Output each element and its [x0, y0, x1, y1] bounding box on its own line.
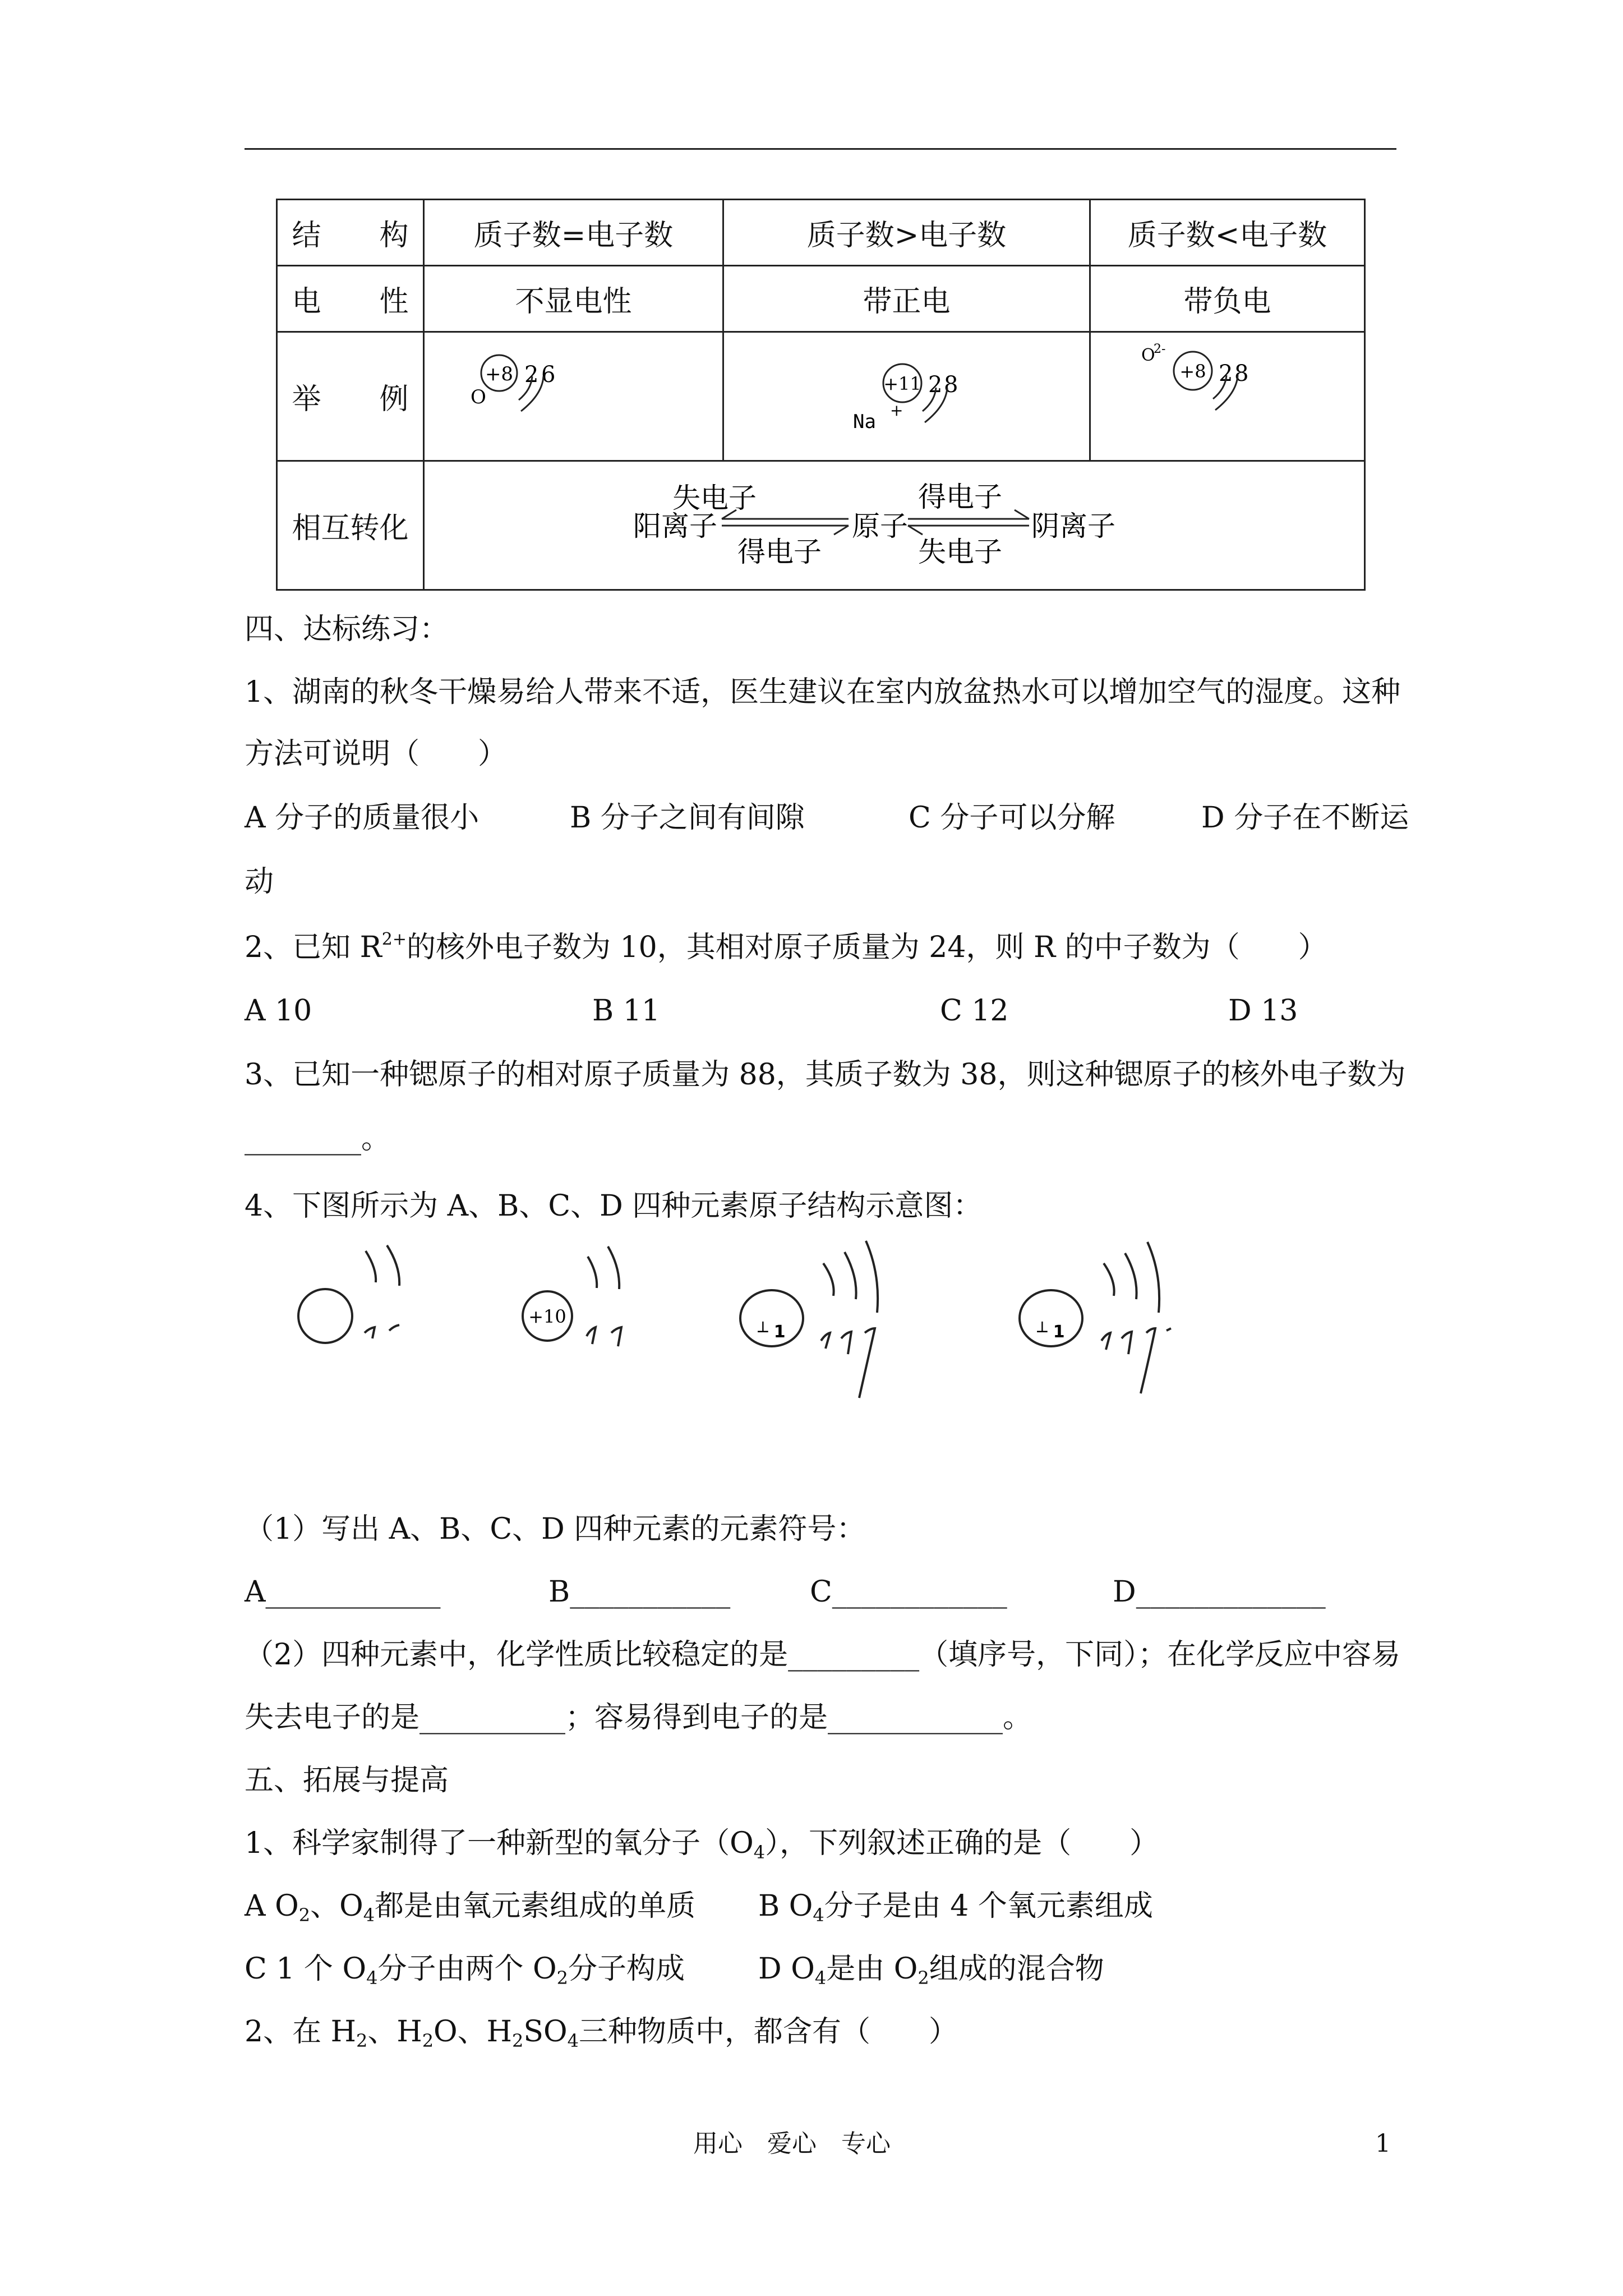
atom-structure-diagrams: [280, 1234, 1234, 1414]
table-row: [277, 332, 1365, 461]
example-oxygen-atom: [424, 332, 723, 461]
ion-symbol: O: [1141, 345, 1155, 365]
question-text: [245, 2017, 958, 2050]
question-part: 、H: [367, 2015, 422, 2049]
nucleus-label: +8: [1179, 360, 1206, 382]
subscript: 4: [366, 1967, 378, 1989]
anion-label: 阴离子: [1031, 509, 1115, 542]
option-part: D O: [758, 1952, 815, 1986]
example-oxide-ion: [1090, 332, 1365, 461]
option-part: A O: [245, 1889, 299, 1923]
question-part: 2、在 H: [245, 2015, 356, 2049]
shell-count: 2: [524, 361, 539, 388]
arrow-label: 失电子: [672, 481, 757, 514]
row-label: 结 构: [277, 200, 424, 266]
shell-count: 2: [928, 371, 943, 398]
subscript: 4: [814, 1967, 827, 1989]
option-c: C 分子可以分解: [909, 801, 1115, 835]
option-part: 组成的混合物: [929, 1952, 1104, 1986]
nucleus-label: +8: [485, 362, 514, 385]
option-a: A 分子的质量很小: [245, 801, 479, 835]
option-part: 、O: [310, 1889, 363, 1923]
option-a: A 10: [245, 994, 312, 1028]
subquestion-text: （1）写出 A、B、C、D 四种元素的元素符号：: [245, 1512, 866, 1546]
shell-count: 8: [1234, 360, 1249, 386]
question-text: [245, 931, 1327, 962]
atom-diagram: [425, 334, 724, 459]
footer-motto: 用心 爱心 专心: [693, 2129, 891, 2158]
row-label: 相互转化: [277, 461, 424, 590]
option-wrap: 动: [245, 865, 274, 899]
page-number: 1: [1375, 2129, 1391, 2158]
ion-diagram: [1091, 334, 1366, 459]
question-text: 4、下图所示为 A、B、C、D 四种元素原子结构示意图：: [245, 1189, 983, 1223]
atom-diagram-a: [298, 1245, 399, 1343]
option-part: 分子构成: [568, 1952, 685, 1986]
subscript: 2: [422, 2030, 434, 2051]
table-row: [277, 200, 1365, 266]
option-b: B 11: [592, 994, 660, 1028]
option-part: 都是由氧元素组成的单质: [375, 1889, 696, 1923]
option-part: 是由 O: [826, 1952, 918, 1986]
section-title: 四、达标练习：: [245, 613, 449, 646]
particle-structure-table: [276, 199, 1366, 591]
subscript: 4: [813, 1904, 824, 1926]
question-text: 3、已知一种锶原子的相对原子质量为 88，其质子数为 38，则这种锶原子的核外电子数为: [245, 1058, 1406, 1092]
option-a: [245, 1889, 696, 1926]
question-part: O、H: [434, 2015, 513, 2049]
nucleus-label: ┴ 1: [758, 1322, 786, 1342]
table-cell: 不显电性: [424, 266, 723, 332]
question-text: [245, 1826, 1159, 1863]
atom-diagram-b: [523, 1246, 621, 1346]
question-text: 方法可说明（ ）: [245, 737, 508, 771]
arrow-label: 失电子: [918, 535, 1002, 568]
question-part: SO: [523, 2015, 568, 2049]
atom-diagram-d: [1020, 1242, 1171, 1393]
atom-label: 原子: [852, 509, 908, 542]
option-c: C 12: [940, 994, 1009, 1028]
subscript: 2: [356, 2030, 368, 2051]
cation-label: 阳离子: [633, 509, 717, 542]
arrow-label: 得电子: [918, 480, 1002, 513]
table-cell: 质子数<电子数: [1090, 200, 1365, 266]
example-sodium-ion: [723, 332, 1090, 461]
subquestion-text: 失去电子的是__________；容易得到电子的是____________。: [245, 1701, 1032, 1734]
question-part: 的核外电子数为 10，其相对原子质量为 24，则 R 的中子数为（ ）: [407, 931, 1327, 964]
ion-charge: 2-: [1154, 342, 1166, 356]
question-part: 三种物质中，都含有（ ）: [579, 2015, 958, 2049]
conversion-cell: [424, 461, 1365, 590]
subscript: 4: [363, 1904, 375, 1926]
question-part: ），下列叙述正确的是（ ）: [765, 1826, 1159, 1860]
arrow-label: 得电子: [737, 535, 822, 568]
nucleus-label: ┴ 1: [1037, 1322, 1065, 1342]
table-row: [277, 461, 1365, 590]
table-cell: 质子数>电子数: [723, 200, 1090, 266]
ion-symbol: Na: [853, 410, 876, 433]
table-cell: 质子数=电子数: [424, 200, 723, 266]
answer-blank: ________。: [245, 1122, 391, 1156]
question-text: 1、湖南的秋冬干燥易给人带来不适，医生建议在室内放盆热水可以增加空气的湿度。这种: [245, 675, 1401, 709]
subscript: 2: [556, 1967, 568, 1989]
conversion-diagram: [425, 463, 1366, 588]
answer-blank-c: C____________: [810, 1575, 1007, 1609]
ion-charge: +: [890, 401, 903, 420]
table-row: [277, 266, 1365, 332]
table-cell: 带正电: [723, 266, 1090, 332]
option-b: B 分子之间有间隙: [570, 801, 805, 835]
answer-blank-a: A____________: [245, 1575, 441, 1609]
table-cell: 带负电: [1090, 266, 1365, 332]
shell-count: 2: [1219, 360, 1233, 386]
subscript: 2: [298, 1904, 311, 1926]
option-d: D 13: [1228, 994, 1298, 1028]
question-part: 1、科学家制得了一种新型的氧分子（O: [245, 1826, 754, 1860]
answer-blank-b: B___________: [548, 1575, 731, 1609]
subscript: 4: [567, 2030, 579, 2051]
option-part: B O: [758, 1889, 813, 1923]
subquestion-text: （2）四种元素中，化学性质比较稳定的是_________（填序号，下同）；在化学反应中容易: [245, 1638, 1401, 1672]
option-b: [758, 1889, 1153, 1926]
atom-symbol: O: [471, 385, 486, 408]
option-part: 分子由两个 O: [377, 1952, 557, 1986]
option-c: [245, 1954, 685, 1987]
nucleus-label: +11: [883, 372, 921, 394]
atom-diagram-c: [740, 1241, 878, 1398]
ion-diagram: [724, 334, 1091, 459]
option-d: [758, 1954, 1104, 1987]
question-part: 2、已知 R: [245, 931, 382, 964]
superscript: 2+: [381, 930, 407, 949]
subscript: 2: [917, 1967, 929, 1989]
shell-count: 6: [541, 361, 556, 388]
subscript: 2: [512, 2030, 524, 2051]
row-label: 举 例: [277, 332, 424, 461]
header-rule: [245, 148, 1396, 150]
section-title: 五、拓展与提高: [245, 1764, 449, 1797]
shell-count: 8: [944, 371, 958, 398]
option-part: C 1 个 O: [245, 1952, 367, 1986]
answer-blank-d: D_____________: [1113, 1575, 1326, 1609]
row-label: 电 性: [277, 266, 424, 332]
option-d: D 分子在不断运: [1201, 801, 1409, 835]
option-part: 分子是由 4 个氧元素组成: [824, 1889, 1153, 1923]
nucleus-label: +10: [528, 1306, 566, 1327]
subscript: 4: [753, 1842, 766, 1863]
